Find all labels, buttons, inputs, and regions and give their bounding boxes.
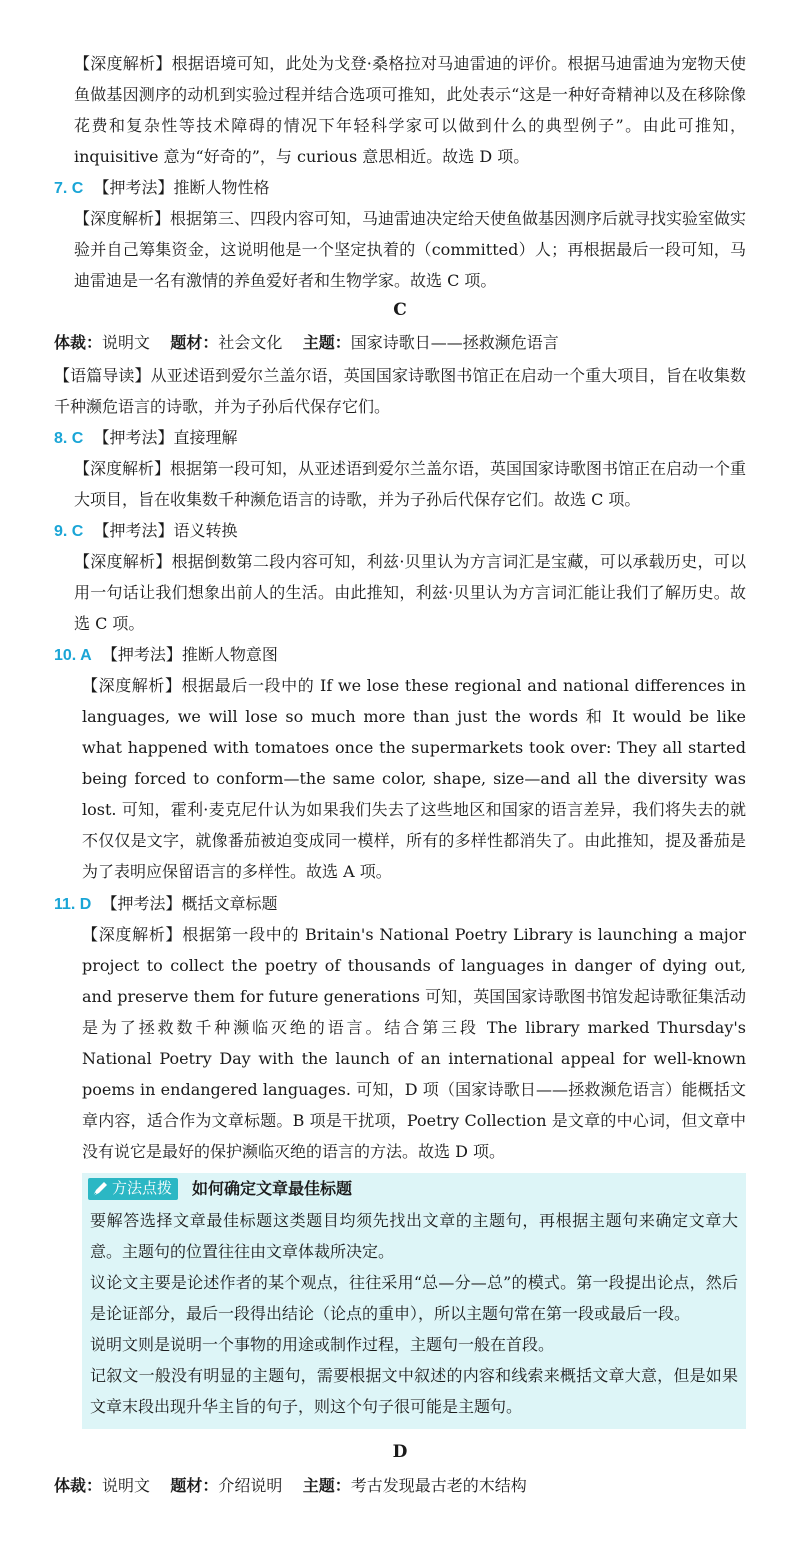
section-c-intro: 【语篇导读】从亚述语到爱尔兰盖尔语，英国国家诗歌图书馆正在启动一个重大项目，旨在收集数千种濒危语言的诗歌，并为子孙后代保存它们。 — [54, 366, 746, 416]
section-c-meta — [54, 331, 559, 355]
q9-method: 【押考法】语义转换 — [93, 521, 238, 540]
q8-number: 8. C — [54, 430, 84, 447]
method-tip-title: 如何确定文章最佳标题 — [192, 1179, 353, 1198]
q8-method: 【押考法】直接理解 — [93, 428, 238, 447]
q7-analysis: 【深度解析】根据第三、四段内容可知，马迪雷迪决定给天使鱼做基因测序后就寻找实验室做实验并自己筹集资金，这说明他是一个坚定执着的（committed）人；再根据最后一段可知，马迪雷迪是一名有激情的养鱼爱好者和生物学家。故选 C 项。 — [74, 209, 747, 290]
topic-value: 介绍说明 — [218, 1476, 283, 1495]
q8-header — [54, 422, 754, 454]
topic-value: 社会文化 — [218, 333, 283, 352]
theme-label: 主题： — [302, 1476, 351, 1495]
genre-value: 说明文 — [102, 1476, 151, 1495]
section-c-letter: C — [393, 300, 407, 320]
theme-value: 国家诗歌日——拯救濒危语言 — [350, 333, 559, 352]
genre-label: 体裁： — [54, 333, 103, 352]
section-d-letter: D — [392, 1442, 408, 1462]
section-d-meta — [54, 1474, 527, 1498]
method-tip-paragraph: 说明文则是说明一个事物的用途或制作过程，主题句一般在首段。 — [90, 1335, 555, 1354]
q9-analysis: 【深度解析】根据倒数第二段内容可知，利兹·贝里认为方言词汇是宝藏，可以承载历史，可以用一句话让我们想象出前人的生活。由此推知，利兹·贝里认为方言词汇能让我们了解历史。故选 C 项。 — [74, 552, 746, 633]
q8-analysis: 【深度解析】根据第一段可知，从亚述语到爱尔兰盖尔语，英国国家诗歌图书馆正在启动一个重大项目，旨在收集数千种濒危语言的诗歌，并为子孙后代保存它们。故选 C 项。 — [74, 459, 747, 509]
method-tip-badge: 方法点拨 — [88, 1178, 178, 1200]
theme-label: 主题： — [302, 333, 351, 352]
topic-label: 题材： — [170, 333, 219, 352]
q9-header — [54, 515, 754, 547]
q7-number: 7. C — [54, 180, 84, 197]
q11-number: 11. D — [54, 896, 92, 913]
q7-header — [54, 172, 754, 204]
q11-analysis: 【深度解析】根据第一段中的 Britain's National Poetry Library is launching a major project to collect the poetry of thousands of languages in danger of dying out, and preserve them for future generations 可知，英国国家诗歌图书馆发起诗歌征集活动是为了拯救数千种濒临灭绝的语言。结合第三段 The library marked Thursday's National Poetry Day with the launch of an international appeal for well-known poems in endangered languages. 可知，D 项（国家诗歌日——拯救濒危语言）能概括文章内容，适合作为文章标题。B 项是干扰项，Poetry Collection 是文章的中心词，但文章中没有说它是最好的保护濒临灭绝的语言的方法。故选 D 项。 — [82, 925, 746, 1161]
method-tip-paragraph: 记叙文一般没有明显的主题句，需要根据文中叙述的内容和线索来概括文章大意，但是如果文章末段出现升华主旨的句子，则这个句子很可能是主题句。 — [90, 1366, 738, 1416]
q6-analysis: 【深度解析】根据语境可知，此处为戈登·桑格拉对马迪雷迪的评价。根据马迪雷迪为宠物天使鱼做基因测序的动机到实验过程并结合选项可推知，此处表示“这是一种好奇精神以及在移除像花费和复杂性等技术障碍的情况下年轻科学家可以做到什么的典型例子”。由此可推知，inquisitive 意为“好奇的”，与 curious 意思相近。故选 D 项。 — [74, 54, 746, 166]
genre-label: 体裁： — [54, 1476, 103, 1495]
q11-method: 【押考法】概括文章标题 — [101, 894, 278, 913]
topic-label: 题材： — [170, 1476, 219, 1495]
method-tip-paragraph: 要解答选择文章最佳标题这类题目均须先找出文章的主题句，再根据主题句来确定文章大意。主题句的位置往往由文章体裁所决定。 — [90, 1211, 738, 1261]
q9-number: 9. C — [54, 523, 84, 540]
pen-icon — [91, 1180, 109, 1198]
q11-header — [54, 888, 754, 920]
method-tip-paragraph: 议论文主要是论述作者的某个观点，往往采用“总—分—总”的模式。第一段提出论点，然后是论证部分，最后一段得出结论（论点的重申），所以主题句常在第一段或最后一段。 — [90, 1273, 738, 1323]
theme-value: 考古发现最古老的木结构 — [350, 1476, 527, 1495]
q10-header — [54, 639, 754, 671]
q7-method: 【押考法】推断人物性格 — [93, 178, 270, 197]
genre-value: 说明文 — [102, 333, 151, 352]
q10-method: 【押考法】推断人物意图 — [101, 645, 278, 664]
q10-analysis: 【深度解析】根据最后一段中的 If we lose these regional and national differences in languages, we will lose so much more than just the words 和 It would be like what happened with tomatoes once the supermarkets took over: They all started being forced to conform—the same color, shape, size—and all the diversity was lost. 可知，霍利·麦克尼什认为如果我们失去了这些地区和国家的语言差异，我们将失去的就不仅仅是文字，就像番茄被迫变成同一模样，所有的多样性都消失了。由此推知，提及番茄是为了表明应保留语言的多样性。故选 A 项。 — [82, 676, 746, 881]
q10-number: 10. A — [54, 647, 92, 664]
